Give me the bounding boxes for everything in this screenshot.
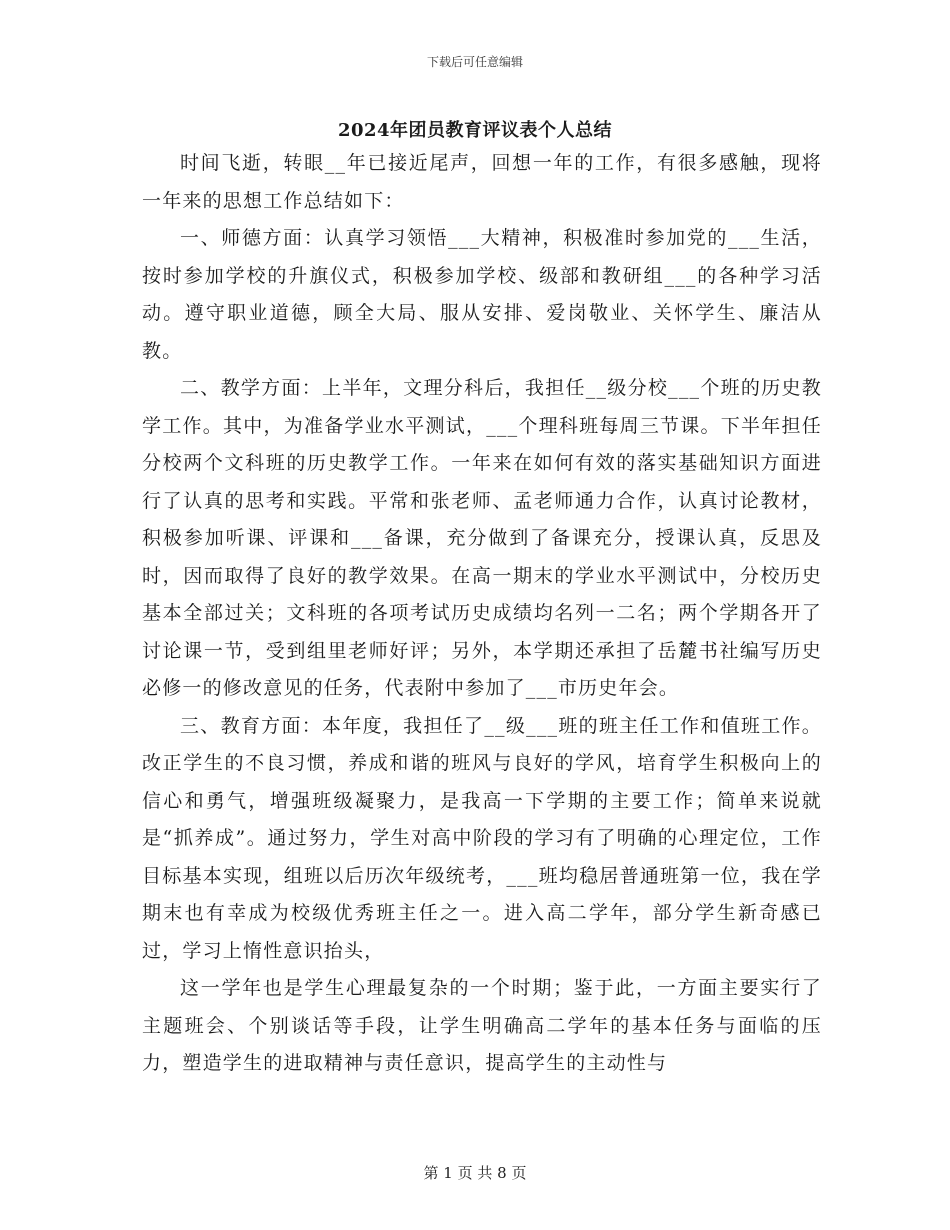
page-footer: 第 1 页 共 8 页 [423,1164,527,1182]
paragraph-intro: 时间飞逝，转眼__年已接近尾声，回想一年的工作，有很多感触，现将一年来的思想工作总结如下： [142,152,822,212]
paragraph-ethics: 一、师德方面：认真学习领悟___大精神，积极准时参加党的___生活，按时参加学校的升旗仪式，积极参加学校、级部和教研组___的各种学习活动。遵守职业道德，顾全大局、服从安排、爱岗敬业、关怀学生、廉洁从教。 [142,227,822,362]
header-note: 下载后可任意编辑 [426,55,523,69]
paragraph-teaching: 二、教学方面：上半年，文理分科后，我担任__级分校___个班的历史教学工作。其中，为准备学业水平测试，___个理科班每周三节课。下半年担任分校两个文科班的历史教学工作。一年来在如何有效的落实基础知识方面进行了认真的思考和实践。平常和张老师、孟老师通力合作，认真讨论教材，积极参加听课、评课和___备课，充分做到了备课充分，授课认真，反思及时，因而取得了良好的教学效果。在高一期末的学业水平测试中，分校历史基本全部过关；文科班的各项考试历史成绩均名列一二名；两个学期各开了讨论课一节，受到组里老师好评；另外，本学期还承担了岳麓书社编写历史必修一的修改意见的任务，代表附中参加了___市历史年会。 [142,377,822,699]
paragraph-grade-two: 这一学年也是学生心理最复杂的一个时期；鉴于此，一方面主要实行了主题班会、个别谈话等手段，让学生明确高二学年的基本任务与面临的压力，塑造学生的进取精神与责任意识，提高学生的主动性与 [142,977,822,1074]
document-body [142,145,822,1083]
paragraph-education: 三、教育方面：本年度，我担任了__级___班的班主任工作和值班工作。改正学生的不良习惯，养成和谐的班风与良好的学风，培育学生积极向上的信心和勇气，增强班级凝聚力，是我高一下学期的主要工作；简单来说就是“抓养成”。通过努力，学生对高中阶段的学习有了明确的心理定位，工作目标基本实现，组班以后历次年级统考，___班均稳居普通班第一位，我在学期末也有幸成为校级优秀班主任之一。进入高二学年，部分学生新奇感已过，学习上惰性意识抬头， [142,714,822,962]
document-title: 2024年团员教育评议表个人总结 [337,120,613,141]
